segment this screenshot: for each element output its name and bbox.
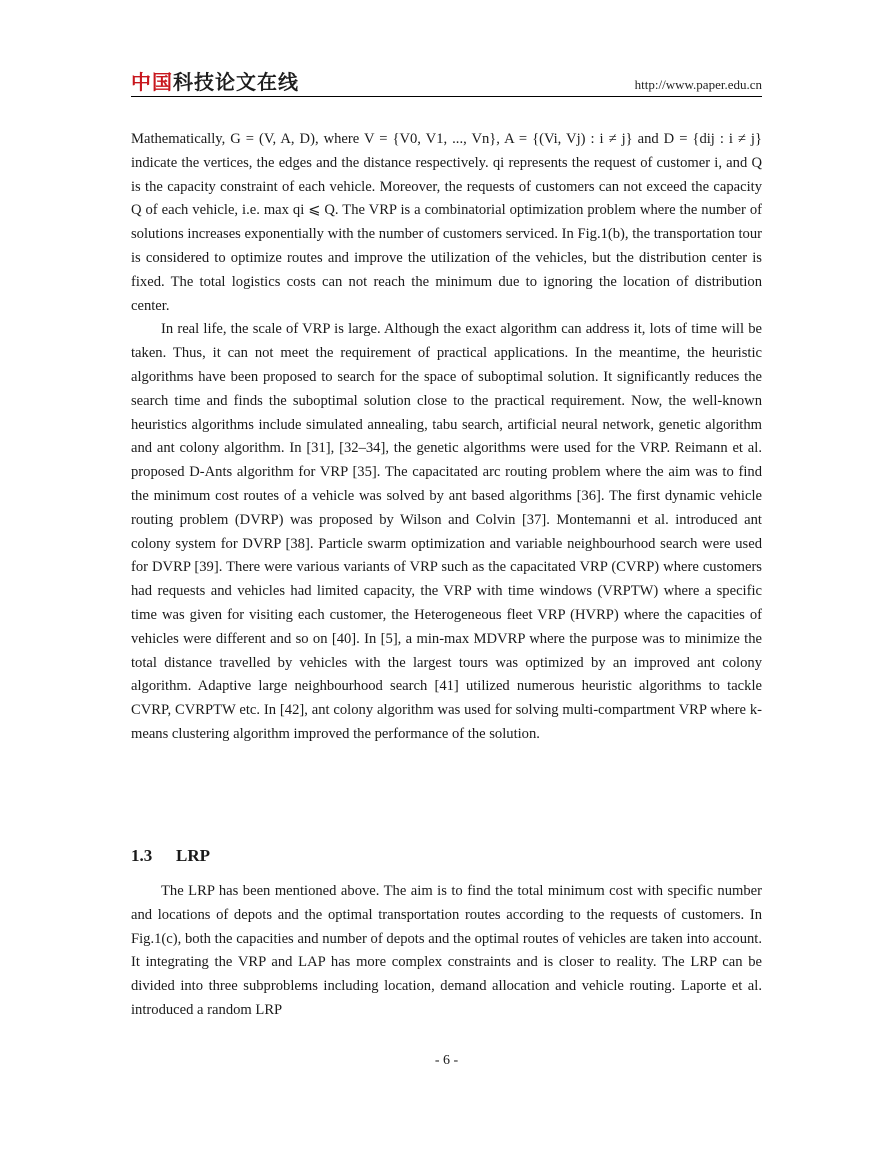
site-logo (131, 70, 299, 94)
page-number: - 6 - (434, 1053, 459, 1068)
section-number: 1.3 (131, 846, 153, 865)
section-paragraph: The LRP has been mentioned above. The aim is to find the total minimum cost with specific number and locations of depots and the optimal transportation routes according to the requests of customers. In Fig.1(c), both the capacities and number of depots and the optimal routes of vehicles are taken into account. It integrating the VRP and LAP has more complex constraints and is closer to reality. The LRP can be divided into three subproblems including location, demand allocation and vehicle routing. Laporte et al. introduced a random LRP (131, 883, 762, 1018)
header-url[interactable]: http://www.paper.edu.cn (634, 77, 762, 92)
paragraph-2: In real life, the scale of VRP is large. Although the exact algorithm can address it, lots of time will be taken. Thus, it can not meet the requirement of practical applications. In the meantime, the heuristic algorithms have been proposed to search for the space of suboptimal solution. It significantly reduces the search time and finds the suboptimal solution close to the practical requirement. Now, the well-known heuristics algorithms include simulated annealing, tabu search, artificial neural network, genetic algorithm and ant colony algorithm. In [31], [32–34], the genetic algorithms were used for the VRP. Reimann et al. proposed D-Ants algorithm for VRP [35]. The capacitated arc routing problem where the aim was to find the minimum cost routes of a vehicle was solved by ant based algorithms [36]. The first dynamic vehicle routing problem (DVRP) was proposed by Wilson and Colvin [37]. Montemanni et al. introduced ant colony system for DVRP [38]. Particle swarm optimization and variable neighbourhood search were used for DVRP [39]. There were various variants of VRP such as the capacitated VRP (CVRP) where customers had requests and vehicles had limited capacity, the VRP with time windows (VRPTW) where a specific time was given for visiting each customer, the Heterogeneous fleet VRP (HVRP) where the capacities of vehicles were different and so on [40]. In [5], a min-max MDVRP where the purpose was to minimize the total distance travelled by vehicles with the largest tours was optimized by an improved ant colony algorithm. Adaptive large neighbourhood search [41] utilized numerous heuristic algorithms to tackle CVRP, CVRPTW etc. In [42], ant colony algorithm was used for solving multi-compartment VRP where k-means clustering algorithm improved the performance of the solution. (131, 321, 762, 742)
paragraph-1: Mathematically, G = (V, A, D), where V = {V0, V1, ..., Vn}, A = {(Vi, Vj) : i ≠ j} and D = {dij : i ≠ j} indicate the vertices, the edges and the distance respectively. qi represents the request of customer i, and Q is the capacity constraint of each vehicle. Moreover, the requests of customers can not exceed the capacity Q of each vehicle, i.e. max qi ⩽ Q. The VRP is a combinatorial optimization problem where the number of solutions increases exponentially with the number of customers serviced. In Fig.1(b), the transportation tour is considered to optimize routes and improve the utilization of the vehicles, but the distribution center is fixed. The total logistics costs can not reach the minimum due to ignoring the location of distribution center. (131, 131, 762, 314)
logo-dark-text: 科技论文在线 (173, 70, 299, 94)
section-text (131, 880, 762, 1023)
section-heading (131, 846, 762, 866)
page-header (131, 68, 762, 97)
logo-red-text: 中国 (131, 70, 173, 94)
main-text (131, 128, 762, 747)
section-title: LRP (176, 846, 210, 865)
